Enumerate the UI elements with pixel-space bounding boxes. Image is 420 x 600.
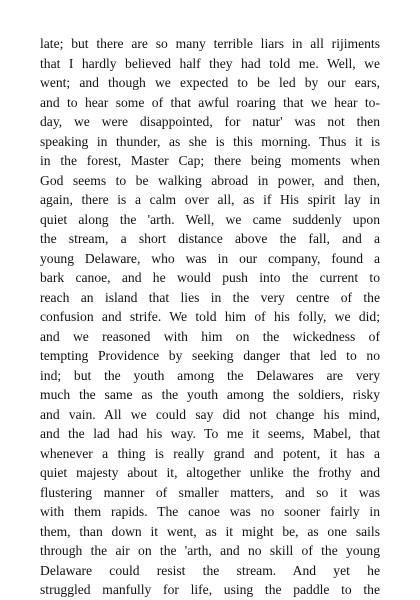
text-line: much the same as the youth among the soldiers, risky: [40, 387, 380, 402]
text-line: went; and though we expected to be led by our ears,: [40, 75, 380, 90]
text-line: struggled manfully for life, using the paddle to the: [40, 582, 380, 597]
text-line: and vain. All we could say did not change his mind,: [40, 406, 380, 422]
text-line: them, than down it went, as it might be, as one sails: [40, 523, 380, 539]
text-line: whenever a thing is really grand and potent, it has a: [40, 445, 380, 461]
text-line: with them rapids. The canoe was no sooner fairly in: [40, 504, 380, 519]
text-line: flustering manner of smaller matters, and so it was: [40, 484, 380, 500]
text-line: and the lad had his way. To me it seems, Mabel, that: [40, 426, 380, 441]
text-line: young Delaware, who was in our company, found a: [40, 250, 380, 266]
text-line: bark canoe, and he would push into the current to: [40, 270, 380, 285]
text-line: God seems to be walking abroad in power, and then,: [40, 172, 380, 188]
text-line: in the forest, Master Cap; there being moments when: [40, 153, 380, 168]
text-line: the stream, a short distance above the fall, and a: [40, 231, 380, 246]
text-line: through the air on the 'arth, and no skill of the young: [40, 543, 380, 558]
text-line: reach an island that lies in the very centre of the: [40, 289, 380, 305]
text-line: that I hardly believed half they had told me. Well, we: [40, 55, 380, 71]
text-line: late; but there are so many terrible liars in all rijiments: [40, 36, 380, 51]
text-line: tempting Providence by seeking danger that led to no: [40, 348, 380, 363]
text-line: and to hear some of that awful roaring that we hear to-: [40, 94, 380, 110]
text-line: confusion and strife. We told him of his folly, we did;: [40, 309, 380, 324]
text-line: day, we were disappointed, for natur' was not then: [40, 114, 380, 129]
text-line: ind; but the youth among the Delawares are very: [40, 367, 380, 383]
text-line: and we reasoned with him on the wickedness of: [40, 328, 380, 344]
text-line: quiet along the 'arth. Well, we came suddenly upon: [40, 211, 380, 227]
text-line: speaking in thunder, as she is this morning. Thus it is: [40, 133, 380, 149]
text-line: Delaware could resist the stream. And yet he: [40, 562, 380, 578]
text-line: again, there is a calm over all, as if His spirit lay in: [40, 192, 380, 207]
text-line: quiet majesty about it, altogether unlike the frothy and: [40, 465, 380, 480]
body-text: [40, 34, 380, 600]
